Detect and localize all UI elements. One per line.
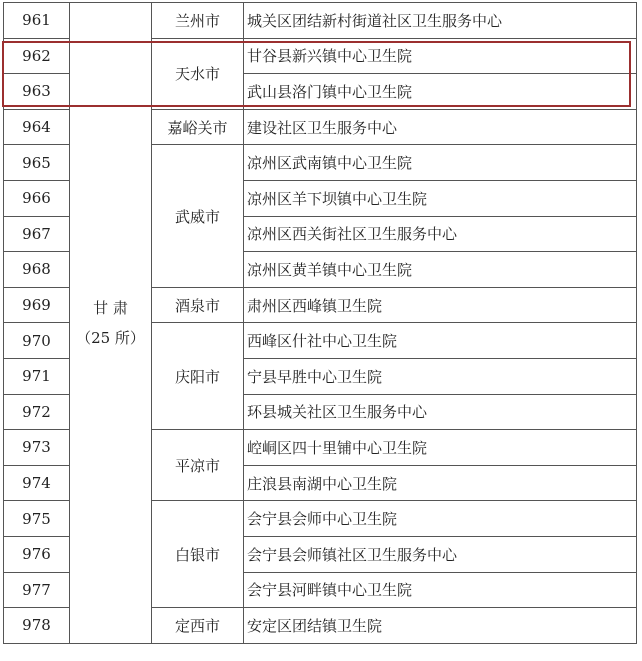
row-number: 974 xyxy=(4,465,70,501)
row-number: 966 xyxy=(4,180,70,216)
row-number: 973 xyxy=(4,430,70,466)
city-cell: 定西市 xyxy=(152,608,244,644)
institution-name: 凉州区羊下坝镇中心卫生院 xyxy=(244,180,637,216)
city-cell: 酒泉市 xyxy=(152,287,244,323)
city-cell: 武威市 xyxy=(152,145,244,287)
city-cell: 嘉峪关市 xyxy=(152,109,244,145)
institution-name: 会宁县会师中心卫生院 xyxy=(244,501,637,537)
province-count: （25 所） xyxy=(76,328,145,347)
row-number: 962 xyxy=(4,38,70,74)
row-number: 969 xyxy=(4,287,70,323)
row-number: 970 xyxy=(4,323,70,359)
city-cell: 兰州市 xyxy=(152,3,244,39)
institution-name: 会宁县河畔镇中心卫生院 xyxy=(244,572,637,608)
table-row xyxy=(4,3,637,39)
row-number: 964 xyxy=(4,109,70,145)
row-number: 978 xyxy=(4,608,70,644)
province-cell xyxy=(70,3,152,644)
institution-name: 甘谷县新兴镇中心卫生院 xyxy=(244,38,637,74)
institution-name: 安定区团结镇卫生院 xyxy=(244,608,637,644)
row-number: 963 xyxy=(4,74,70,110)
row-number: 965 xyxy=(4,145,70,181)
institution-name: 武山县洛门镇中心卫生院 xyxy=(244,74,637,110)
institution-name: 宁县早胜中心卫生院 xyxy=(244,358,637,394)
institution-name: 城关区团结新村街道社区卫生服务中心 xyxy=(244,3,637,39)
institution-name: 凉州区西关街社区卫生服务中心 xyxy=(244,216,637,252)
city-cell: 庆阳市 xyxy=(152,323,244,430)
institution-name: 建设社区卫生服务中心 xyxy=(244,109,637,145)
institution-name: 庄浪县南湖中心卫生院 xyxy=(244,465,637,501)
institution-name: 肃州区西峰镇卫生院 xyxy=(244,287,637,323)
row-number: 967 xyxy=(4,216,70,252)
institution-name: 会宁县会师镇社区卫生服务中心 xyxy=(244,536,637,572)
city-cell: 天水市 xyxy=(152,38,244,109)
row-number: 976 xyxy=(4,536,70,572)
row-number: 968 xyxy=(4,252,70,288)
institution-name: 西峰区什社中心卫生院 xyxy=(244,323,637,359)
row-number: 971 xyxy=(4,358,70,394)
row-number: 977 xyxy=(4,572,70,608)
row-number: 961 xyxy=(4,3,70,39)
institution-name: 崆峒区四十里铺中心卫生院 xyxy=(244,430,637,466)
hospital-list-table xyxy=(3,2,637,644)
row-number: 972 xyxy=(4,394,70,430)
row-number: 975 xyxy=(4,501,70,537)
institution-name: 凉州区黄羊镇中心卫生院 xyxy=(244,252,637,288)
city-cell: 平凉市 xyxy=(152,430,244,501)
institution-name: 凉州区武南镇中心卫生院 xyxy=(244,145,637,181)
province-name: 甘 肃 xyxy=(93,298,128,317)
institution-name: 环县城关社区卫生服务中心 xyxy=(244,394,637,430)
city-cell: 白银市 xyxy=(152,501,244,608)
